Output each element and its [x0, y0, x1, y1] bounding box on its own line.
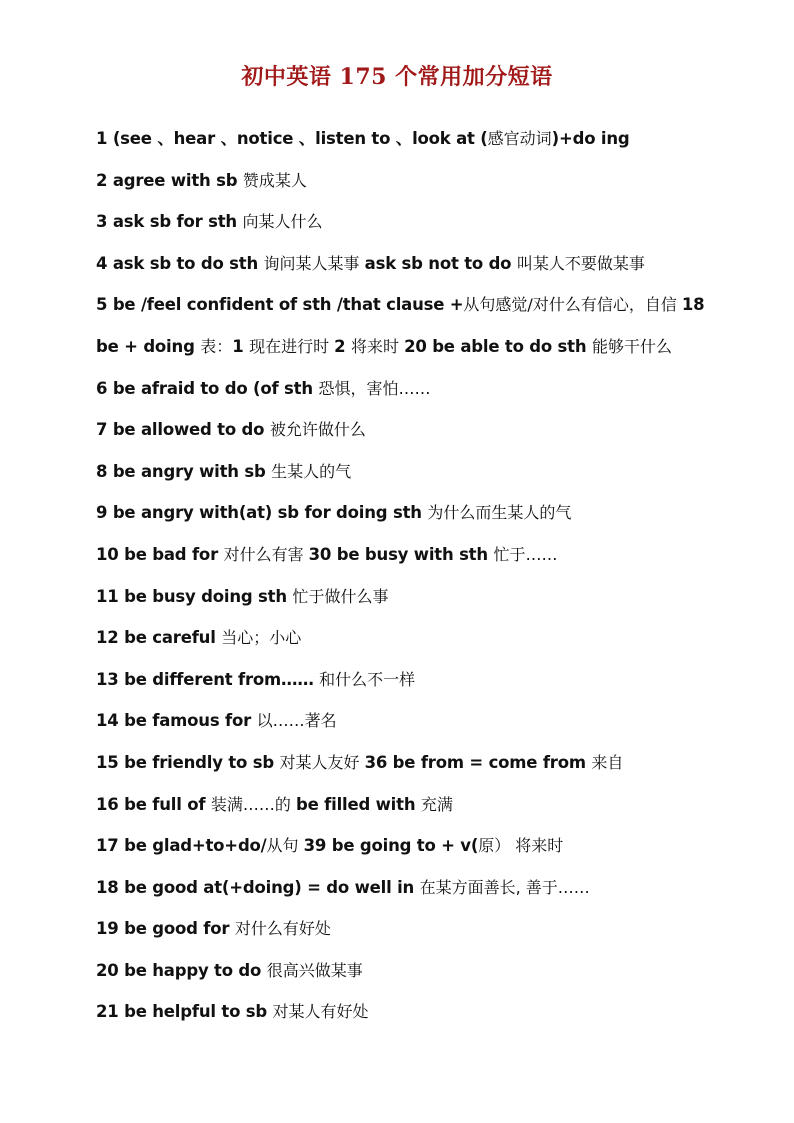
- english-text: 21 be helpful to sb: [96, 1002, 273, 1022]
- english-text: 20 be happy to do: [96, 960, 267, 980]
- chinese-text: 从句: [266, 836, 304, 856]
- english-text: 18: [681, 295, 705, 315]
- chinese-text: 为什么而生某人的气: [427, 503, 572, 523]
- phrase-line: [96, 667, 756, 709]
- chinese-text: 对某人友好: [279, 752, 365, 772]
- phrase-line: [96, 168, 756, 210]
- chinese-text: 充满: [420, 794, 453, 814]
- phrase-line: [96, 792, 756, 834]
- phrase-line: [96, 999, 756, 1041]
- english-text: 17 be glad+to+do/: [96, 836, 267, 856]
- english-text: 5 be /feel confident of sth /that clause +: [96, 295, 464, 315]
- phrase-line: [96, 916, 756, 958]
- chinese-text: 被允许做什么: [269, 420, 366, 440]
- page-title: 初中英语 175 个常用加分短语: [241, 64, 553, 90]
- phrase-line: [96, 126, 756, 168]
- phrase-line: [96, 833, 756, 875]
- english-text: 18 be good at(+doing) = do well in: [96, 877, 420, 897]
- chinese-text: 感官动词: [487, 129, 552, 148]
- chinese-text: 对什么有害: [223, 544, 309, 564]
- chinese-text: 能够干什么: [591, 336, 672, 356]
- english-text: 1 (see 、hear 、notice 、listen to 、look at (: [96, 129, 488, 148]
- chinese-text: 生某人的气: [271, 461, 352, 481]
- english-text: 12 be careful: [96, 628, 222, 648]
- phrase-line: [96, 500, 756, 542]
- english-text: 20 be able to do sth: [404, 336, 592, 356]
- chinese-text: 忙于做什么事: [292, 586, 389, 606]
- chinese-text: 来自: [591, 752, 624, 772]
- chinese-text: 和什么不一样: [319, 669, 416, 689]
- phrase-line: [96, 459, 756, 501]
- english-text: 16 be full of: [96, 794, 211, 814]
- english-text: 7 be allowed to do: [96, 420, 270, 440]
- english-text: 2: [334, 336, 351, 356]
- english-text: 3 ask sb for sth: [96, 212, 243, 232]
- chinese-text: 赞成某人: [242, 170, 307, 190]
- chinese-text: 很高兴做某事: [266, 960, 363, 980]
- chinese-text: 在某方面善长, 善于……: [419, 877, 590, 897]
- phrase-line: [96, 251, 756, 293]
- chinese-text: 现在进行时: [249, 336, 335, 356]
- phrase-line: [96, 376, 756, 418]
- english-text: 4 ask sb to do sth: [96, 253, 264, 273]
- phrase-line: [96, 542, 756, 584]
- english-text: ask sb not to do: [364, 253, 517, 273]
- phrase-line: [96, 292, 756, 334]
- english-text: 30 be busy with sth: [308, 544, 494, 564]
- chinese-text: 当心；小心: [221, 628, 302, 648]
- chinese-text: 表：: [200, 336, 233, 356]
- phrase-line: [96, 958, 756, 1000]
- chinese-text: 恐惧，害怕……: [318, 378, 431, 398]
- english-text: )+do ing: [551, 129, 630, 148]
- phrase-list: [96, 126, 756, 1041]
- phrase-line: [96, 708, 756, 750]
- english-text: 1: [232, 336, 250, 356]
- chinese-text: 原） 将来时: [478, 836, 564, 856]
- phrase-line: [96, 334, 756, 376]
- english-text: 19 be good for: [96, 919, 235, 939]
- english-text: 36 be from = come from: [364, 752, 592, 772]
- english-text: 8 be angry with sb: [96, 461, 272, 481]
- english-text: 10 be bad for: [96, 544, 224, 564]
- chinese-text: 向某人什么: [242, 212, 323, 232]
- chinese-text: 叫某人不要做某事: [516, 253, 645, 273]
- chinese-text: 询问某人某事: [263, 253, 365, 273]
- chinese-text: 以……著名: [256, 711, 337, 731]
- chinese-text: 忙于……: [493, 544, 558, 564]
- phrase-line: [96, 875, 756, 917]
- chinese-text: 装满……的: [210, 794, 296, 814]
- english-text: 6 be afraid to do (of sth: [96, 378, 319, 398]
- chinese-text: 将来时: [351, 336, 405, 356]
- phrase-line: [96, 750, 756, 792]
- english-text: 39 be going to + v(: [303, 836, 479, 856]
- english-text: be + doing: [96, 336, 201, 356]
- english-text: be filled with: [296, 794, 421, 814]
- english-text: 13 be different from……: [96, 669, 320, 689]
- phrase-line: [96, 584, 756, 626]
- phrase-line: [96, 209, 756, 251]
- english-text: 14 be famous for: [96, 711, 257, 731]
- english-text: 15 be friendly to sb: [96, 752, 280, 772]
- chinese-text: 从句感觉/对什么有信心，自信: [463, 295, 682, 315]
- phrase-line: [96, 417, 756, 459]
- english-text: 11 be busy doing sth: [96, 586, 293, 606]
- phrase-line: [96, 625, 756, 667]
- chinese-text: 对什么有好处: [234, 919, 331, 939]
- chinese-text: 对某人有好处: [272, 1002, 369, 1022]
- english-text: 2 agree with sb: [96, 170, 243, 190]
- english-text: 9 be angry with(at) sb for doing sth: [96, 503, 428, 523]
